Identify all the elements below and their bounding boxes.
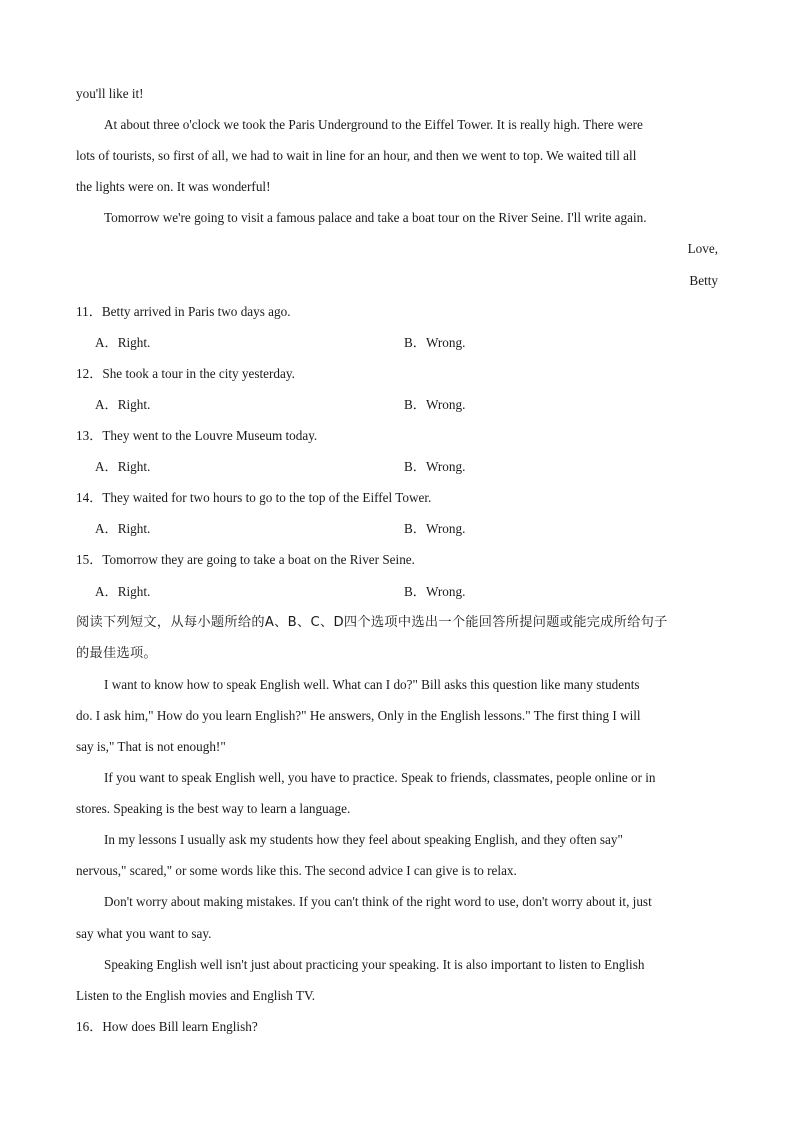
passage-line: Listen to the English movies and English TV. <box>76 987 316 1003</box>
passage-2 <box>76 669 718 1011</box>
passage-line: Don't worry about making mistakes. If you can't think of the right word to use, don't worry about it, just <box>104 894 652 910</box>
instruction-line: 阅读下列短文，从每小题所给的A、B、C、D四个选项中选出一个能回答所提问题或能完成所给句子 <box>76 614 668 630</box>
passage-line: If you want to speak English well, you have to practice. Speak to friends, classmates, people online or in <box>104 770 656 786</box>
question-stem <box>76 482 718 513</box>
passage-line: Speaking English well isn't just about practicing your speaking. It is also important to listen to English <box>104 956 645 972</box>
question-number: 14． <box>76 490 103 506</box>
document-page <box>76 78 718 1042</box>
passage-1 <box>76 78 718 296</box>
question-number: 12． <box>76 365 103 381</box>
passage-line: lots of tourists, so first of all, we had to wait in line for an hour, and then we went to top. We waited till all <box>76 148 637 164</box>
passage-line: the lights were on. It was wonderful! <box>76 179 271 195</box>
question-stem <box>76 296 718 327</box>
option-b[interactable]: B．Wrong. <box>404 459 466 475</box>
options-row <box>76 389 718 420</box>
option-b[interactable]: B．Wrong. <box>404 334 466 350</box>
question-text: Tomorrow they are going to take a boat on the River Seine. <box>102 552 415 568</box>
options-row <box>76 513 718 544</box>
question-text: They went to the Louvre Museum today. <box>102 428 318 444</box>
question-number: 15． <box>76 552 103 568</box>
question-stem <box>76 1011 718 1042</box>
option-a[interactable]: A．Right. <box>95 583 151 599</box>
question-14 <box>76 482 718 544</box>
question-15 <box>76 544 718 606</box>
option-b[interactable]: B．Wrong. <box>404 583 466 599</box>
question-text: She took a tour in the city yesterday. <box>102 365 295 381</box>
question-text: How does Bill learn English? <box>102 1018 258 1034</box>
option-a[interactable]: A．Right. <box>95 521 151 537</box>
question-11 <box>76 296 718 358</box>
letter-closing: Love, <box>687 241 718 257</box>
question-number: 16． <box>76 1018 103 1034</box>
question-13 <box>76 420 718 482</box>
passage-line: say what you want to say. <box>76 925 212 941</box>
passage-line: nervous," scared," or some words like this. The second advice I can give is to relax. <box>76 863 517 879</box>
options-row <box>76 451 718 482</box>
option-b[interactable]: B．Wrong. <box>404 396 466 412</box>
question-text: Betty arrived in Paris two days ago. <box>101 303 291 319</box>
option-a[interactable]: A．Right. <box>95 459 151 475</box>
question-stem <box>76 420 718 451</box>
question-stem <box>76 358 718 389</box>
instruction-line: 的最佳选项。 <box>76 645 157 661</box>
passage-line: do. I ask him," How do you learn English?" He answers, Only in the English lessons." The first thing I will <box>76 707 641 723</box>
passage-line: Tomorrow we're going to visit a famous palace and take a boat tour on the River Seine. I'll write again. <box>104 210 647 226</box>
option-b[interactable]: B．Wrong. <box>404 521 466 537</box>
option-a[interactable]: A．Right. <box>95 334 151 350</box>
passage-line: In my lessons I usually ask my students how they feel about speaking English, and they often say" <box>104 832 623 848</box>
passage-line: say is," That is not enough!" <box>76 738 226 754</box>
question-number: 11． <box>76 303 102 319</box>
question-stem <box>76 544 718 575</box>
option-a[interactable]: A．Right. <box>95 396 151 412</box>
passage-line: you'll like it! <box>76 86 144 101</box>
passage-line: stores. Speaking is the best way to learn a language. <box>76 801 351 817</box>
question-12 <box>76 358 718 420</box>
passage-line: I want to know how to speak English well. What can I do?" Bill asks this question like many students <box>104 676 640 692</box>
options-row <box>76 327 718 358</box>
question-number: 13． <box>76 428 103 444</box>
options-row <box>76 576 718 607</box>
question-text: They waited for two hours to go to the top of the Eiffel Tower. <box>102 490 432 506</box>
section-instruction <box>76 607 718 669</box>
question-16 <box>76 1011 718 1042</box>
letter-signature: Betty <box>689 272 718 288</box>
passage-line: At about three o'clock we took the Paris Underground to the Eiffel Tower. It is really high. There were <box>104 117 643 133</box>
